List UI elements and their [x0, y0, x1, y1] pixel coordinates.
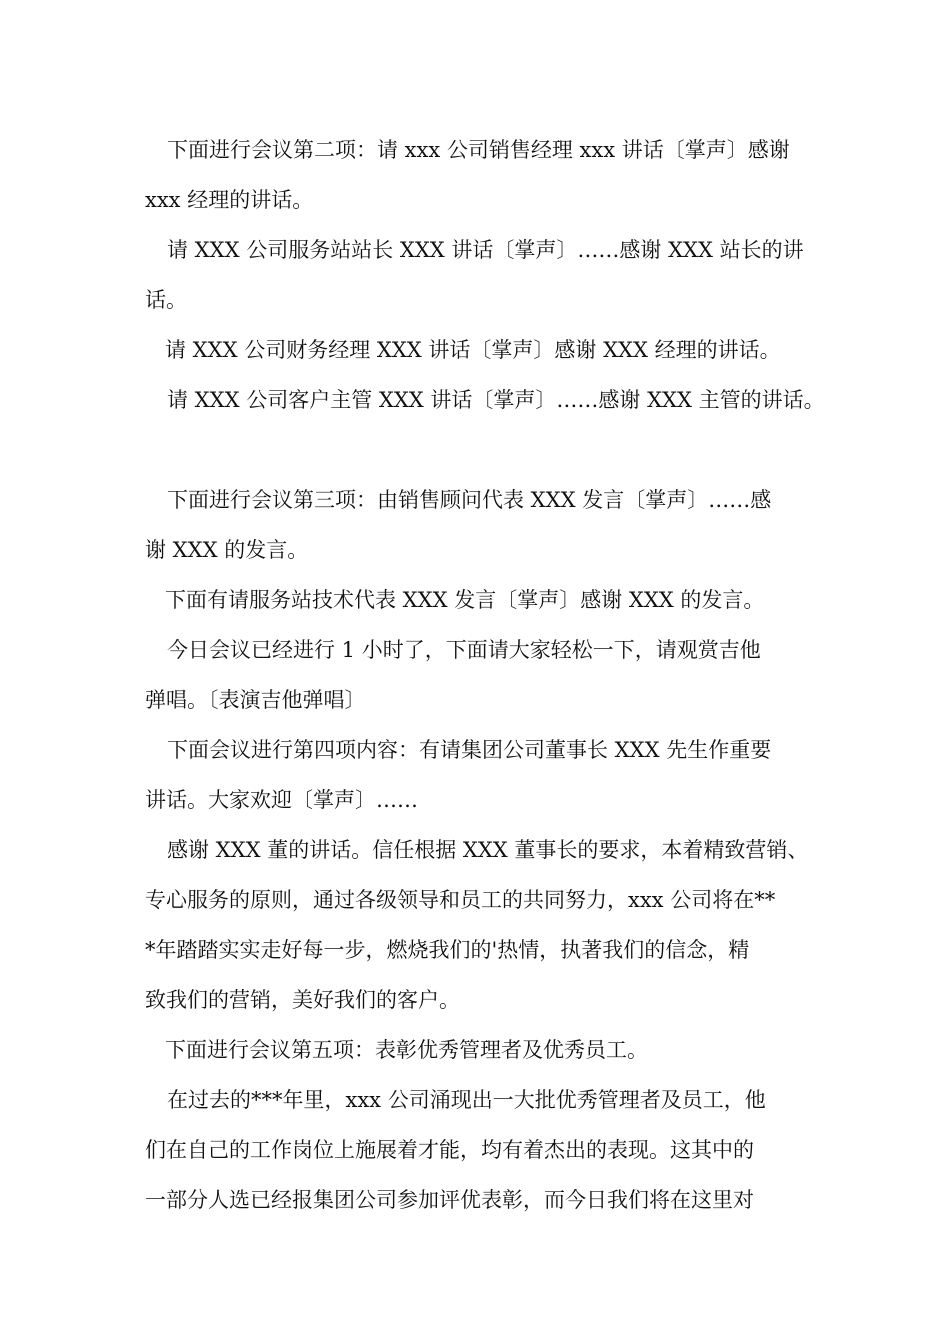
- text-line: 谢 XXX 的发言。: [145, 538, 309, 562]
- text-line: 今日会议已经进行 1 小时了，下面请大家轻松一下，请观赏吉他: [167, 638, 761, 662]
- text-line: 讲话。大家欢迎〔掌声〕……: [145, 788, 418, 812]
- paragraph-item-2: [145, 125, 813, 225]
- text-line: 下面进行会议第二项：请 xxx 公司销售经理 xxx 讲话〔掌声〕感谢: [167, 138, 790, 162]
- paragraph-award-intro: [145, 1075, 813, 1225]
- paragraph-thanks-chairman: [145, 825, 813, 1025]
- text-line: 请 XXX 公司服务站站长 XXX 讲话〔掌声〕……感谢 XXX 站长的讲: [167, 238, 804, 262]
- text-line: 一部分人选已经报集团公司参加评优表彰，而今日我们将在这里对: [145, 1188, 754, 1212]
- text-line: 致我们的营销，美好我们的客户。: [145, 988, 460, 1012]
- paragraph-service-station: [145, 225, 813, 325]
- text-line: 下面会议进行第四项内容：有请集团公司董事长 XXX 先生作重要: [167, 738, 772, 762]
- text-line: 在过去的***年里，xxx 公司涌现出一大批优秀管理者及员工，他: [167, 1088, 766, 1112]
- paragraph-item-3: [145, 475, 813, 575]
- paragraph-technical: [145, 575, 813, 625]
- paragraph-guitar: [145, 625, 813, 725]
- text-line: 下面进行会议第三项：由销售顾问代表 XXX 发言〔掌声〕……感: [167, 488, 772, 512]
- text-line: 请 XXX 公司财务经理 XXX 讲话〔掌声〕感谢 XXX 经理的讲话。: [165, 338, 781, 362]
- text-line: 专心服务的原则，通过各级领导和员工的共同努力，xxx 公司将在**: [145, 888, 776, 912]
- paragraph-finance: [145, 325, 813, 375]
- blank-line: [145, 425, 813, 475]
- text-line: 请 XXX 公司客户主管 XXX 讲话〔掌声〕……感谢 XXX 主管的讲话。: [167, 388, 825, 412]
- paragraph-item-5: [145, 1025, 813, 1075]
- text-line: 下面进行会议第五项：表彰优秀管理者及优秀员工。: [165, 1038, 648, 1062]
- paragraph-customer: [145, 375, 825, 425]
- text-line: 们在自己的工作岗位上施展着才能，均有着杰出的表现。这其中的: [145, 1138, 754, 1162]
- text-line: 感谢 XXX 董的讲话。信任根据 XXX 董事长的要求，本着精致营销、: [167, 838, 809, 862]
- text-line: xxx 经理的讲话。: [145, 188, 314, 212]
- paragraph-item-4: [145, 725, 813, 825]
- document-body: [145, 125, 825, 1225]
- text-line: 下面有请服务站技术代表 XXX 发言〔掌声〕感谢 XXX 的发言。: [165, 588, 765, 612]
- text-line: 话。: [145, 288, 187, 312]
- text-line: *年踏踏实实走好每一步，燃烧我们的'热情，执著我们的信念，精: [145, 938, 750, 962]
- text-line: 弹唱。〔表演吉他弹唱〕: [145, 688, 366, 712]
